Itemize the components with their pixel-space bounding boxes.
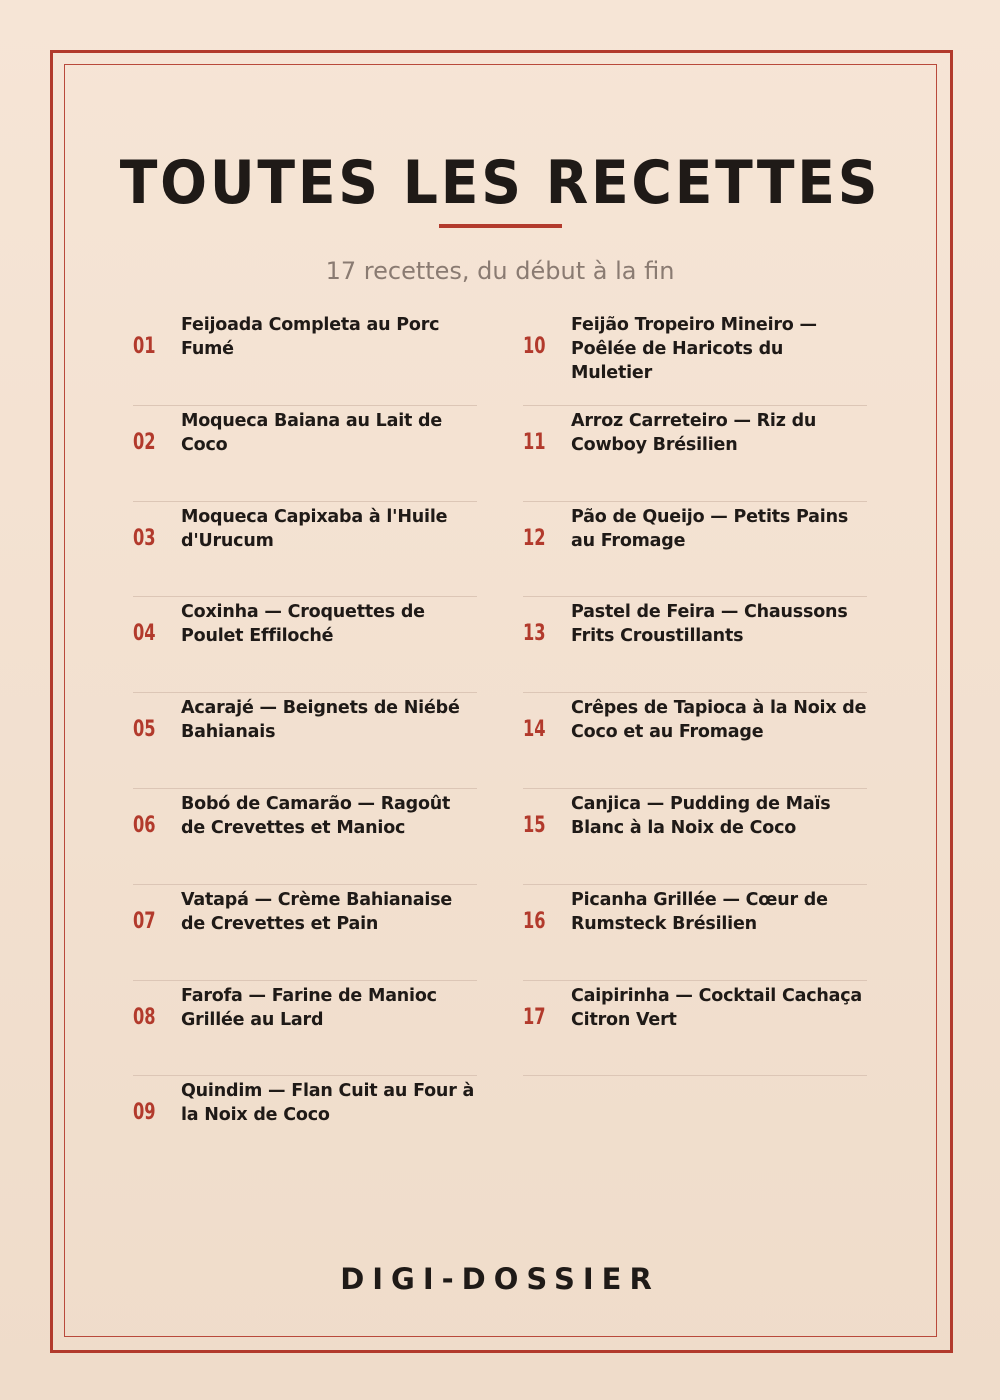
recipe-number: 09 [133,1100,156,1126]
recipe-list-left [133,310,477,1172]
page-title: TOUTES LES RECETTES [119,148,881,218]
recipe-name: Acarajé — Beignets de Niébé Bahianais [181,698,460,743]
recipe-name: Quindim — Flan Cuit au Four à la Noix de Coco [181,1081,475,1126]
recipe-number: 07 [133,908,156,934]
recipe-item[interactable] [133,981,477,1077]
recipe-item[interactable] [133,789,477,885]
recipe-name: Feijão Tropeiro Mineiro — Poêlée de Haricots du Muletier [571,315,817,383]
recipe-name: Farofa — Farine de Manioc Grillée au Lard [181,985,437,1030]
recipe-item[interactable] [523,885,867,981]
recipe-name: Feijoada Completa au Porc Fumé [181,315,440,359]
recipe-name: Arroz Carreteiro — Riz du Cowboy Brésilien [571,410,817,455]
recipe-item[interactable] [133,502,477,598]
recipe-item[interactable] [523,981,867,1077]
recipe-item[interactable] [523,789,867,885]
recipe-name: Bobó de Camarão — Ragoût de Crevettes et Manioc [181,793,451,838]
recipe-number: 17 [523,1004,546,1030]
recipe-number: 05 [133,717,156,743]
recipe-number: 08 [133,1004,156,1030]
recipe-name: Pão de Queijo — Petits Pains au Fromage [571,506,849,551]
recipe-name: Caipirinha — Cocktail Cachaça Citron Vert [571,985,863,1030]
recipe-number: 16 [523,908,546,934]
recipe-number: 14 [523,717,546,743]
recipe-name: Canjica — Pudding de Maïs Blanc à la Noix de Coco [571,793,831,838]
recipe-item[interactable] [133,406,477,502]
recipe-item[interactable] [133,693,477,789]
recipe-number: 06 [133,812,156,838]
recipe-number: 15 [523,812,546,838]
recipe-number: 04 [133,621,156,647]
recipe-item[interactable] [523,406,867,502]
recipe-number: 10 [523,334,546,359]
recipe-name: Pastel de Feira — Chaussons Frits Croustillants [571,602,848,647]
recipe-name: Picanha Grillée — Cœur de Rumsteck Brésilien [571,889,828,934]
recipe-item[interactable] [133,1076,477,1172]
recipe-item[interactable] [523,310,867,406]
recipe-number: 11 [523,429,546,455]
recipe-item[interactable] [133,597,477,693]
brand-footer: DIGI-DOSSIER [340,1262,660,1296]
recipe-name: Crêpes de Tapioca à la Noix de Coco et au Fromage [571,698,867,743]
recipe-name: Moqueca Baiana au Lait de Coco [181,410,443,455]
recipe-name: Coxinha — Croquettes de Poulet Effiloché [181,602,425,647]
recipe-name: Moqueca Capixaba à l'Huile d'Urucum [181,506,448,551]
recipe-item[interactable] [523,597,867,693]
recipe-number: 12 [523,525,546,551]
recipe-number: 13 [523,621,546,647]
recipe-list-right [523,310,867,1076]
recipe-item[interactable] [133,310,477,406]
recipe-item[interactable] [133,885,477,981]
recipe-number: 01 [133,334,156,359]
page-subtitle: 17 recettes, du début à la fin [325,257,675,285]
recipe-number: 03 [133,525,156,551]
recipe-name: Vatapá — Crème Bahianaise de Crevettes et Pain [181,889,453,934]
recipe-item[interactable] [523,693,867,789]
recipe-number: 02 [133,429,156,455]
recipe-item[interactable] [523,502,867,598]
title-underline [439,224,562,228]
